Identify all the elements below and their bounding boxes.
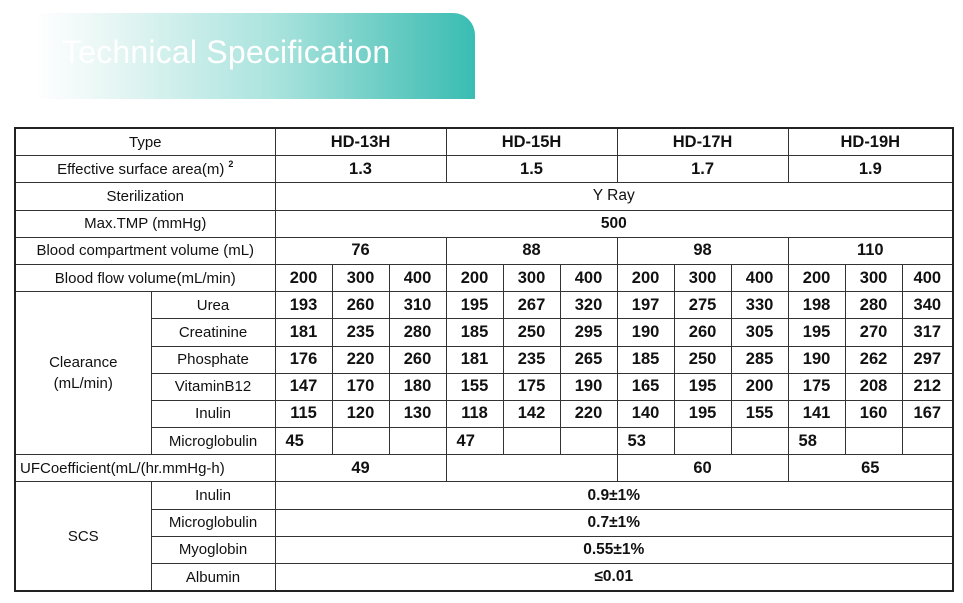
- surface-value: 1.9: [788, 156, 953, 183]
- clearance-substance: Urea: [151, 292, 275, 319]
- clearance-value: 275: [674, 292, 731, 319]
- blood-flow-value: 300: [674, 264, 731, 291]
- spec-table: [14, 127, 954, 592]
- sterilization-value: Y Ray: [275, 183, 953, 210]
- blood-compartment-value: 76: [275, 237, 446, 264]
- clearance-value: 208: [845, 373, 902, 400]
- clearance-value: 167: [902, 400, 953, 427]
- blood-flow-value: 400: [902, 264, 953, 291]
- clearance-value: 175: [788, 373, 845, 400]
- sterilization-row: [15, 183, 953, 210]
- clearance-value: [674, 428, 731, 455]
- clearance-value: 317: [902, 319, 953, 346]
- clearance-value: 267: [503, 292, 560, 319]
- scs-row: [15, 482, 953, 509]
- blood-flow-value: 200: [788, 264, 845, 291]
- clearance-row: [15, 319, 953, 346]
- uf-value: 60: [617, 455, 788, 482]
- scs-value: 0.9±1%: [275, 482, 953, 509]
- type-row: [15, 128, 953, 156]
- clearance-row: [15, 373, 953, 400]
- clearance-value: [503, 428, 560, 455]
- clearance-value: 260: [389, 346, 446, 373]
- clearance-value: 181: [275, 319, 332, 346]
- page-title: Technical Specification: [62, 34, 391, 70]
- clearance-value: 305: [731, 319, 788, 346]
- clearance-value: 130: [389, 400, 446, 427]
- clearance-value: 197: [617, 292, 674, 319]
- clearance-substance: Phosphate: [151, 346, 275, 373]
- clearance-value: [332, 428, 389, 455]
- type-label: Type: [15, 128, 275, 156]
- clearance-value: 155: [446, 373, 503, 400]
- scs-substance: Myoglobin: [151, 536, 275, 563]
- clearance-value: 115: [275, 400, 332, 427]
- clearance-row: [15, 400, 953, 427]
- clearance-value: 250: [503, 319, 560, 346]
- clearance-row: [15, 346, 953, 373]
- blood-compartment-row: [15, 237, 953, 264]
- clearance-value: 140: [617, 400, 674, 427]
- clearance-value: 120: [332, 400, 389, 427]
- spec-table-body: [15, 128, 953, 591]
- clearance-value: 185: [617, 346, 674, 373]
- clearance-value: 280: [845, 292, 902, 319]
- tmp-row: [15, 210, 953, 237]
- scs-row: [15, 564, 953, 592]
- clearance-value: 270: [845, 319, 902, 346]
- clearance-value: 195: [674, 373, 731, 400]
- scs-value: ≤0.01: [275, 564, 953, 592]
- clearance-value: 260: [332, 292, 389, 319]
- clearance-value: [560, 428, 617, 455]
- blood-compartment-value: 110: [788, 237, 953, 264]
- tmp-value: 500: [275, 210, 953, 237]
- clearance-value: 235: [503, 346, 560, 373]
- clearance-value: 260: [674, 319, 731, 346]
- clearance-value: 165: [617, 373, 674, 400]
- clearance-value: 262: [845, 346, 902, 373]
- uf-value: 65: [788, 455, 953, 482]
- blood-compartment-value: 98: [617, 237, 788, 264]
- clearance-value: 185: [446, 319, 503, 346]
- clearance-value: 53: [617, 428, 674, 455]
- clearance-substance: VitaminB12: [151, 373, 275, 400]
- blood-flow-row: [15, 264, 953, 291]
- clearance-value: 195: [788, 319, 845, 346]
- clearance-value: [731, 428, 788, 455]
- clearance-value: 212: [902, 373, 953, 400]
- blood-flow-value: 400: [560, 264, 617, 291]
- surface-row: [15, 156, 953, 183]
- clearance-value: 180: [389, 373, 446, 400]
- clearance-value: 193: [275, 292, 332, 319]
- clearance-value: 155: [731, 400, 788, 427]
- model-header: HD-13H: [275, 128, 446, 156]
- clearance-value: 250: [674, 346, 731, 373]
- surface-label: [15, 156, 275, 183]
- clearance-value: 58: [788, 428, 845, 455]
- clearance-value: 265: [560, 346, 617, 373]
- blood-flow-value: 200: [446, 264, 503, 291]
- clearance-value: [902, 428, 953, 455]
- scs-substance: Albumin: [151, 564, 275, 592]
- clearance-value: 198: [788, 292, 845, 319]
- clearance-value: 220: [560, 400, 617, 427]
- surface-value: 1.5: [446, 156, 617, 183]
- clearance-value: 175: [503, 373, 560, 400]
- clearance-value: 181: [446, 346, 503, 373]
- tmp-label: Max.TMP (mmHg): [15, 210, 275, 237]
- clearance-value: 310: [389, 292, 446, 319]
- clearance-value: 141: [788, 400, 845, 427]
- clearance-value: 170: [332, 373, 389, 400]
- clearance-label: [15, 292, 151, 455]
- clearance-value: 195: [446, 292, 503, 319]
- uf-value: 49: [275, 455, 446, 482]
- uf-row: [15, 455, 953, 482]
- scs-row: [15, 536, 953, 563]
- clearance-value: 280: [389, 319, 446, 346]
- clearance-value: 200: [731, 373, 788, 400]
- scs-substance: Microglobulin: [151, 509, 275, 536]
- clearance-value: 118: [446, 400, 503, 427]
- clearance-value: 45: [275, 428, 332, 455]
- clearance-value: 340: [902, 292, 953, 319]
- clearance-value: 195: [674, 400, 731, 427]
- clearance-value: 176: [275, 346, 332, 373]
- scs-value: 0.7±1%: [275, 509, 953, 536]
- blood-compartment-value: 88: [446, 237, 617, 264]
- surface-label-text: Effective surface area(m): [57, 160, 225, 178]
- clearance-value: 190: [788, 346, 845, 373]
- blood-flow-value: 200: [617, 264, 674, 291]
- clearance-value: 330: [731, 292, 788, 319]
- clearance-substance: Creatinine: [151, 319, 275, 346]
- clearance-value: 147: [275, 373, 332, 400]
- blood-flow-value: 400: [731, 264, 788, 291]
- blood-compartment-label: Blood compartment volume (mL): [15, 237, 275, 264]
- surface-value: 1.7: [617, 156, 788, 183]
- uf-value: [446, 455, 617, 482]
- surface-unit-superscript: 2: [228, 158, 234, 169]
- sterilization-label: Sterilization: [15, 183, 275, 210]
- model-header: HD-19H: [788, 128, 953, 156]
- clearance-value: [389, 428, 446, 455]
- scs-label: SCS: [15, 482, 151, 591]
- clearance-label-title: Clearance: [49, 354, 118, 372]
- blood-flow-value: 300: [845, 264, 902, 291]
- clearance-value: 47: [446, 428, 503, 455]
- model-header: HD-15H: [446, 128, 617, 156]
- clearance-value: 297: [902, 346, 953, 373]
- blood-flow-value: 200: [275, 264, 332, 291]
- blood-flow-value: 300: [503, 264, 560, 291]
- scs-substance: Inulin: [151, 482, 275, 509]
- clearance-value: 235: [332, 319, 389, 346]
- clearance-value: 190: [560, 373, 617, 400]
- model-header: HD-17H: [617, 128, 788, 156]
- uf-label: UFCoefficient(mL/(hr.mmHg-h): [15, 455, 275, 482]
- surface-value: 1.3: [275, 156, 446, 183]
- clearance-value: 142: [503, 400, 560, 427]
- clearance-substance: Inulin: [151, 400, 275, 427]
- clearance-value: 295: [560, 319, 617, 346]
- scs-row: [15, 509, 953, 536]
- blood-flow-value: 300: [332, 264, 389, 291]
- blood-flow-label: Blood flow volume(mL/min): [15, 264, 275, 291]
- clearance-substance: Microglobulin: [151, 428, 275, 455]
- scs-value: 0.55±1%: [275, 536, 953, 563]
- clearance-row: [15, 428, 953, 455]
- clearance-label-unit: (mL/min): [53, 375, 113, 393]
- clearance-value: 285: [731, 346, 788, 373]
- clearance-value: 220: [332, 346, 389, 373]
- clearance-value: 320: [560, 292, 617, 319]
- clearance-value: 160: [845, 400, 902, 427]
- blood-flow-value: 400: [389, 264, 446, 291]
- clearance-value: [845, 428, 902, 455]
- clearance-row: [15, 292, 953, 319]
- clearance-value: 190: [617, 319, 674, 346]
